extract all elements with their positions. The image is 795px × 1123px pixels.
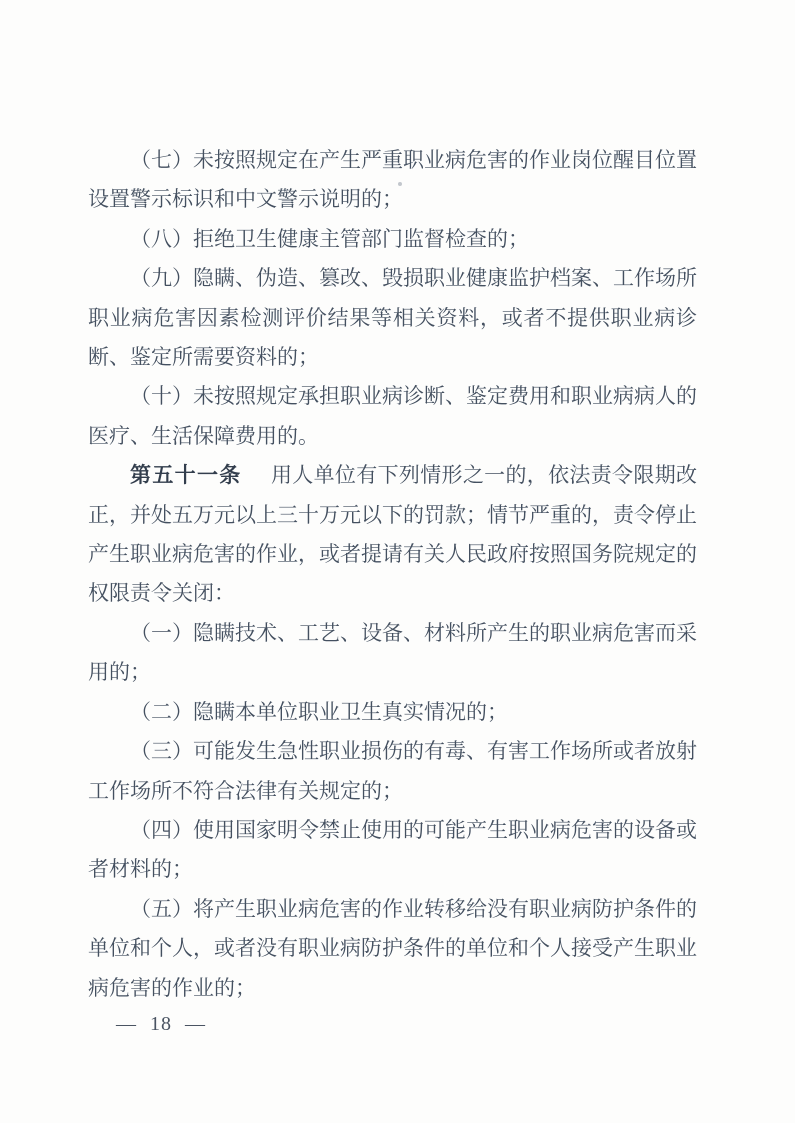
document-body — [88, 141, 697, 1008]
clause-item-8: （八）拒绝卫生健康主管部门监督检查的； — [130, 226, 529, 251]
clause-item-3: （三）可能发生急性职业损伤的有毒、有害工作场所或者放射工作场所不符合法律有关规定的； — [88, 739, 697, 803]
page-number-footer: — 18 — — [116, 1013, 206, 1035]
clause-item-10: （十）未按照规定承担职业病诊断、鉴定费用和职业病病人的医疗、生活保障费用的。 — [88, 384, 697, 448]
article-51-paragraph — [88, 456, 697, 614]
clause-item-2: （二）隐瞒本单位职业卫生真实情况的； — [130, 699, 508, 724]
clause-item-5: （五）将产生职业病危害的作业转移给没有职业病防护条件的单位和个人，或者没有职业病防护条件的单位和个人接受产生职业病危害的作业的； — [88, 896, 697, 1000]
clause-item-4: （四）使用国家明令禁止使用的可能产生职业病危害的设备或者材料的； — [88, 817, 697, 882]
article-51-label: 第五十一条 — [130, 463, 242, 488]
clause-item-1: （一）隐瞒技术、工艺、设备、材料所产生的职业病危害而采用的； — [88, 620, 697, 685]
clause-item-9: （九）隐瞒、伪造、篡改、毁损职业健康监护档案、工作场所职业病危害因素检测评价结果等相关资料，或者不提供职业病诊断、鉴定所需要资料的； — [88, 266, 697, 370]
scan-artifact-dot — [398, 182, 402, 186]
clause-item-7: （七）未按照规定在产生严重职业病危害的作业岗位醒目位置设置警示标识和中文警示说明的； — [88, 148, 697, 212]
article-51-text: 用人单位有下列情形之一的，依法责令限期改正，并处五万元以上三十万元以下的罚款；情节严重的，责令停止产生职业病危害的作业，或者提请有关人民政府按照国务院规定的权限责令关闭： — [88, 463, 698, 606]
